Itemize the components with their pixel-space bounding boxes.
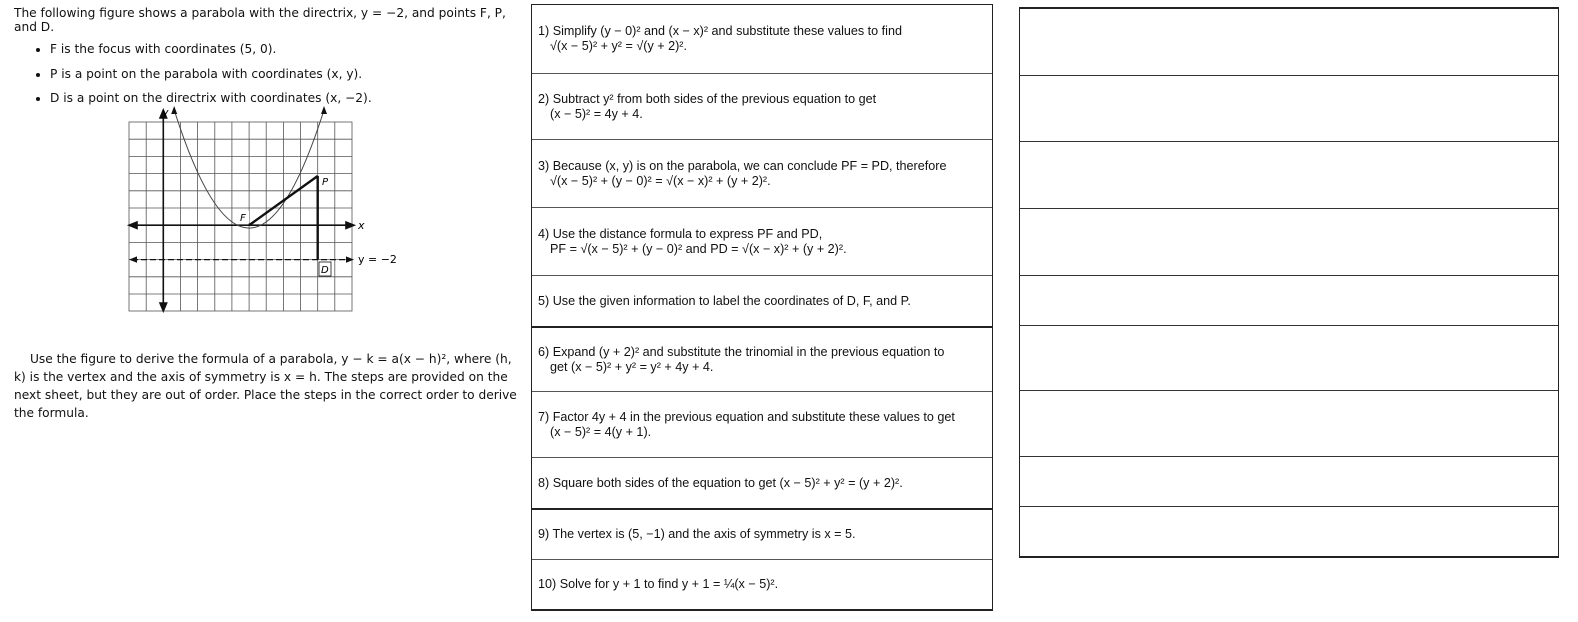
step-card[interactable] (532, 275, 992, 326)
directrix-label: y = −2 (358, 253, 397, 266)
step-card[interactable] (532, 391, 992, 457)
point-f-label (238, 211, 249, 224)
step-card[interactable] (532, 457, 992, 508)
intro-lead: The following figure shows a parabola with the directrix, y = −2, and points F, P, and D. (14, 6, 506, 34)
bullet-focus: • F is the focus with coordinates (5, 0). (50, 42, 519, 56)
step-equation-line: (x − 5)² = 4y + 4. (550, 106, 643, 121)
bullet-point-p: • P is a point on the parabola with coordinates (x, y). (50, 67, 519, 81)
steps-list (531, 4, 993, 611)
step-card[interactable] (532, 5, 992, 73)
step-text-line: 6) Expand (y + 2)² and substitute the trinomial in the previous equation to (538, 344, 945, 359)
svg-text:D: D (321, 265, 329, 276)
answer-slot[interactable] (1020, 9, 1558, 75)
parabola-figure (100, 100, 410, 320)
step-card[interactable] (532, 508, 992, 559)
step-text-line: 7) Factor 4y + 4 in the previous equation and substitute these values to get (538, 409, 955, 424)
answer-slot[interactable] (1020, 208, 1558, 275)
answer-slot[interactable] (1020, 456, 1558, 506)
step-card[interactable] (532, 73, 992, 139)
bullet-point-d: • D is a point on the directrix with coordinates (x, −2). (50, 91, 519, 105)
answer-slots (1019, 7, 1559, 558)
given-points-list (14, 42, 519, 105)
step-card[interactable] (532, 559, 992, 609)
axis-y-label: y (162, 106, 169, 119)
step-text-line: 1) Simplify (y − 0)² and (x − x)² and substitute these values to find (538, 24, 902, 38)
answer-slot[interactable] (1020, 75, 1558, 141)
answer-slot[interactable] (1020, 275, 1558, 325)
step-text-line: 3) Because (x, y) is on the parabola, we can conclude PF = PD, therefore (538, 158, 947, 173)
step-equation-line: PF = √(x − 5)² + (y − 0)² and PD = √(x − x)² + (y + 2)². (550, 241, 847, 256)
step-equation-line: √(x − 5)² + y² = √(y + 2)². (550, 39, 687, 53)
parabola-arrow-icon (321, 106, 327, 114)
answer-slot[interactable] (1020, 141, 1558, 208)
svg-text:P: P (322, 177, 329, 188)
answer-slot[interactable] (1020, 506, 1558, 556)
parabola-arrow-left-icon (171, 106, 177, 114)
axes (129, 110, 354, 311)
step-text-line: 8) Square both sides of the equation to get (x − 5)² + y² = (y + 2)². (538, 475, 903, 490)
step-card[interactable] (532, 326, 992, 391)
step-equation-line: √(x − 5)² + (y − 0)² = √(x − x)² + (y + 2)². (550, 173, 771, 188)
step-text-line: 4) Use the distance formula to express PF and PD, (538, 226, 823, 241)
answer-slot[interactable] (1020, 325, 1558, 390)
answer-slot[interactable] (1020, 390, 1558, 456)
step-equation-line: get (x − 5)² + y² = y² + 4y + 4. (550, 359, 714, 374)
point-d-label (319, 262, 331, 276)
axis-x-label: x (358, 219, 365, 232)
step-text-line: 9) The vertex is (5, −1) and the axis of symmetry is x = 5. (538, 527, 856, 541)
step-equation-line: (x − 5)² = 4(y + 1). (550, 424, 652, 439)
step-text-line: 10) Solve for y + 1 to find y + 1 = ¼(x − 5)². (538, 577, 779, 591)
step-card[interactable] (532, 139, 992, 207)
step-card[interactable] (532, 207, 992, 275)
step-text-line: 5) Use the given information to label the coordinates of D, F, and P. (538, 293, 911, 308)
svg-text:F: F (240, 213, 246, 224)
point-p-label (321, 175, 332, 188)
step-text-line: 2) Subtract y² from both sides of the previous equation to get (538, 91, 877, 106)
instructions-paragraph: Use the figure to derive the formula of a parabola, y − k = a(x − h)², where (h, k) is the vertex and the axis of symmetry is x = h. The steps are provided on the next sheet, but they are out of order. Place the steps in the correct order to derive the formula. (14, 352, 517, 421)
